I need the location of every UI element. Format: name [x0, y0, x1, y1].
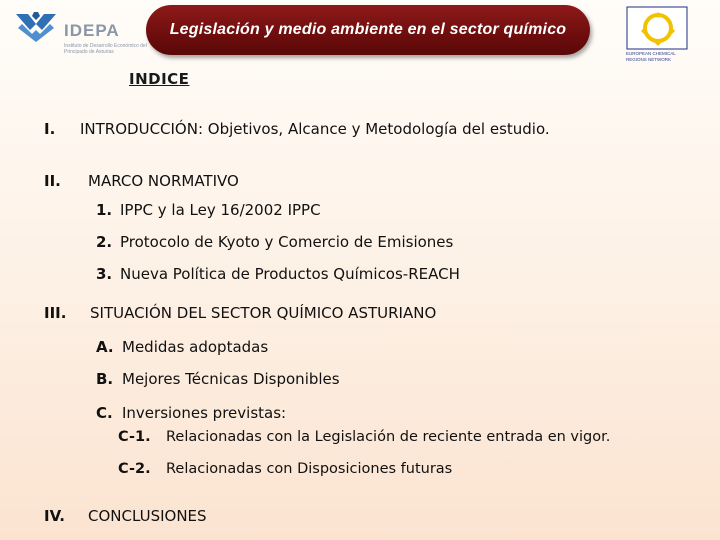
index-item [44, 172, 239, 190]
item-number: II. [44, 172, 61, 190]
item-text: Relacionadas con Disposiciones futuras [166, 461, 453, 477]
item-number: I. [44, 120, 56, 138]
index-item [44, 507, 207, 525]
item-number: 3. [96, 265, 113, 283]
item-text: SITUACIÓN DEL SECTOR QUÍMICO ASTURIANO [90, 304, 437, 322]
page-title: Legislación y medio ambiente en el sector químico [169, 21, 567, 38]
index-heading: INDICE [129, 70, 190, 88]
sub-item [96, 370, 340, 388]
item-number: C. [96, 404, 113, 422]
item-text: Protocolo de Kyoto y Comercio de Emisiones [120, 233, 454, 251]
index-item [44, 304, 436, 322]
item-number: A. [96, 338, 114, 356]
sub-sub-item [118, 461, 452, 477]
item-text: Nueva Política de Productos Químicos-REACH [120, 265, 460, 283]
sub-item [96, 201, 321, 219]
item-number: 2. [96, 233, 113, 251]
item-text: IPPC y la Ley 16/2002 IPPC [120, 201, 321, 219]
item-text: Relacionadas con la Legislación de reciente entrada en vigor. [166, 429, 611, 445]
item-text: Mejores Técnicas Disponibles [122, 370, 340, 388]
item-text: Inversiones previstas: [122, 404, 287, 422]
item-text: Medidas adoptadas [122, 338, 269, 356]
ecrn-subtitle: EUROPEAN CHEMICAL REGIONS NETWORK [626, 51, 676, 62]
item-number: C-1. [118, 429, 151, 445]
item-number: B. [96, 370, 114, 388]
sub-item [96, 404, 286, 422]
item-text: MARCO NORMATIVO [88, 172, 239, 190]
idepa-name: IDEPA [64, 21, 120, 40]
idepa-subtitle: Instituto de Desarrollo Económico del Principado de Asturias [64, 43, 147, 55]
item-text: CONCLUSIONES [88, 507, 207, 525]
sub-sub-item [118, 429, 610, 445]
sub-item [96, 265, 460, 283]
sub-item [96, 338, 268, 356]
item-number: C-2. [118, 461, 151, 477]
index-item [44, 120, 550, 138]
sub-item [96, 233, 453, 251]
item-text: INTRODUCCIÓN: Objetivos, Alcance y Metodología del estudio. [80, 120, 550, 138]
item-number: IV. [44, 507, 65, 525]
item-number: 1. [96, 201, 113, 219]
item-number: III. [44, 304, 67, 322]
